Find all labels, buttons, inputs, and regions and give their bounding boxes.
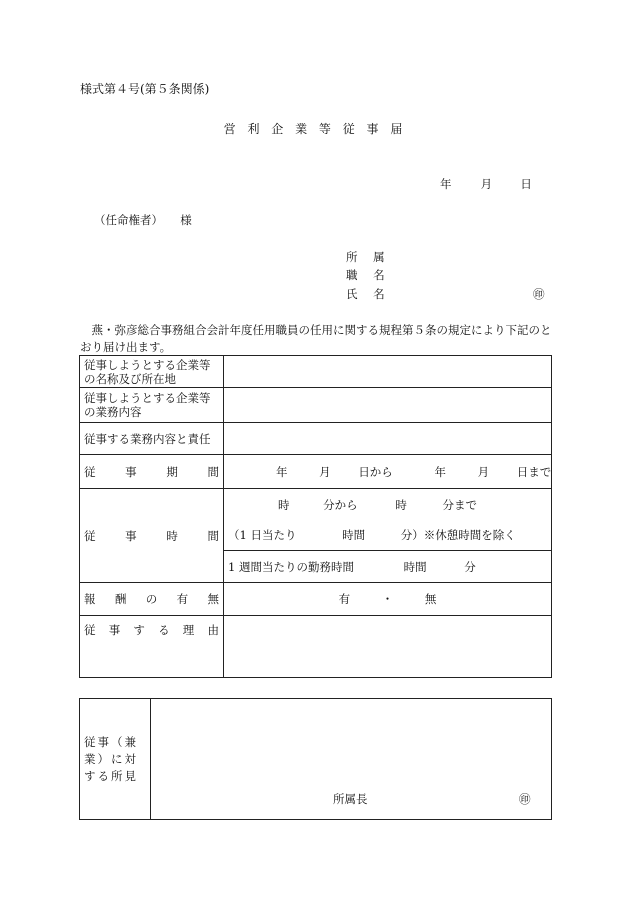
table-row: [80, 489, 552, 551]
month-label: 月: [480, 177, 493, 191]
hours-weekly-field[interactable]: 1 週間当たりの勤務時間 時間 分: [224, 551, 552, 583]
pay-field[interactable]: 有 ・ 無: [224, 583, 552, 616]
name-label: 氏 名: [346, 287, 385, 301]
day-label: 日: [520, 177, 532, 191]
hours-label: 従 事 時 間: [80, 489, 224, 583]
chief-seal-icon: ㊞: [519, 792, 531, 806]
company-business-label: 従事しようとする企業等 の業務内容: [80, 388, 224, 423]
date-line: [440, 176, 532, 192]
company-business-field[interactable]: [224, 388, 552, 423]
opinion-table: [79, 698, 552, 820]
addressee: （任命権者） 様: [94, 213, 192, 227]
period-label: 従 事 期 間: [80, 455, 224, 489]
company-name-label: 従事しようとする企業等 の名称及び所在地: [80, 356, 224, 388]
period-field[interactable]: 年 月 日から 年 月 日まで: [224, 455, 552, 489]
table-row: [80, 388, 552, 423]
table-row: [80, 616, 552, 678]
reason-field[interactable]: [224, 616, 552, 678]
opinion-label: 従事（兼 業）に対 する所見: [80, 699, 151, 820]
year-label: 年: [440, 177, 452, 191]
company-name-field[interactable]: [224, 356, 552, 388]
form-number: 様式第４号(第５条関係): [80, 82, 210, 96]
body-text: 燕・弥彦総合事務組合会計年度任用職員の任用に関する規程第５条の規定により下記のとおり届け出ます。: [80, 323, 552, 354]
table-row: [80, 699, 552, 820]
table-row: [80, 423, 552, 455]
pay-label: 報 酬 の 有 無: [80, 583, 224, 616]
hours-daily-field[interactable]: 時 分から 時 分まで （1 日当たり 時間 分）※休憩時間を除く: [224, 489, 552, 551]
table-row: [80, 583, 552, 616]
table-row: [80, 455, 552, 489]
opinion-field[interactable]: [151, 699, 552, 820]
applicant-seal-icon: ㊞: [533, 287, 545, 301]
table-row: [80, 356, 552, 388]
reason-label: 従 事 す る 理 由: [80, 616, 224, 678]
duties-label: 従事する業務内容と責任: [80, 423, 224, 455]
duties-field[interactable]: [224, 423, 552, 455]
application-table: [79, 355, 552, 678]
position-label: 職 名: [346, 268, 385, 282]
document-title: 営 利 企 業 等 従 事 届: [223, 122, 407, 136]
affiliation-label: 所 属: [346, 250, 385, 264]
chief-label: 所属長: [333, 792, 368, 806]
